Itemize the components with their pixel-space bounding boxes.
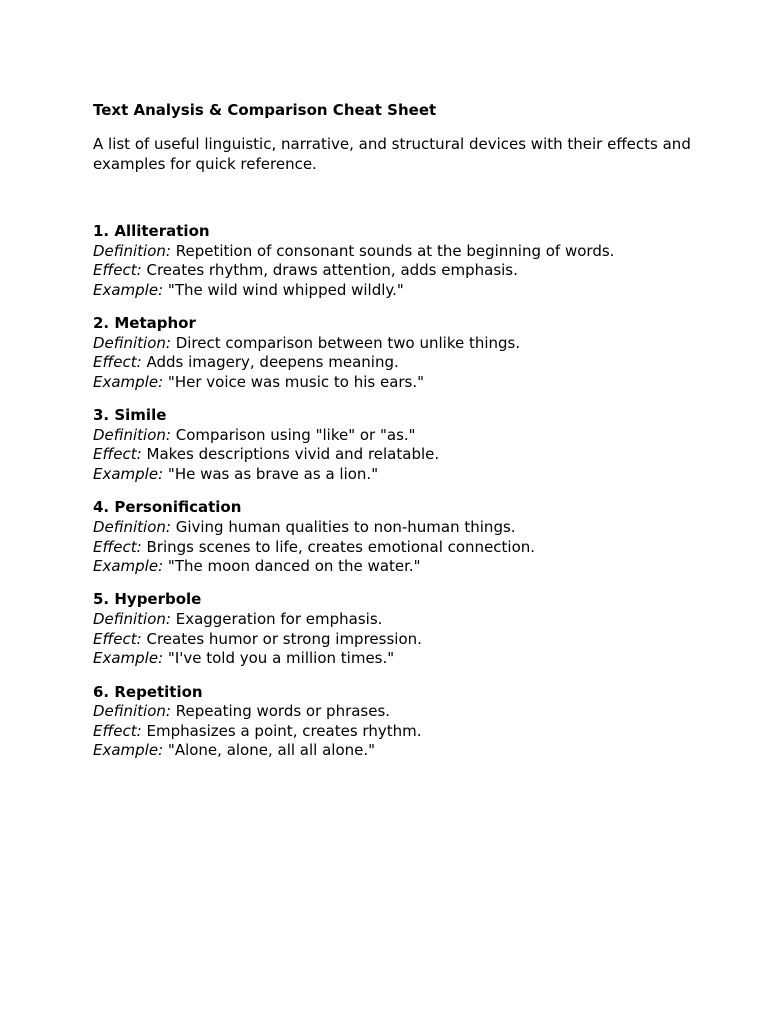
definition-label: Definition:	[93, 333, 171, 352]
device-heading: 1. Alliteration	[93, 222, 210, 240]
example-text: "Alone, alone, all all alone."	[167, 741, 376, 760]
example-text: "He was as brave as a lion."	[167, 465, 379, 484]
example-label: Example:	[93, 280, 164, 299]
device-heading: 5. Hyperbole	[93, 590, 202, 609]
device-example	[93, 557, 713, 577]
example-text: "The moon danced on the water."	[167, 557, 421, 576]
example-text: "Her voice was music to his ears."	[167, 373, 425, 392]
example-label: Example:	[93, 373, 164, 392]
effect-text: Emphasizes a point, creates rhythm.	[146, 721, 422, 740]
effect-text: Adds imagery, deepens meaning.	[146, 353, 399, 372]
effect-text: Creates rhythm, draws attention, adds emphasis.	[146, 261, 518, 280]
device-example	[93, 649, 713, 669]
example-label: Example:	[93, 557, 164, 576]
device-definition	[93, 242, 713, 262]
effect-label: Effect:	[93, 721, 142, 740]
device-effect	[93, 538, 713, 558]
device-definition	[93, 610, 713, 630]
example-label: Example:	[93, 649, 164, 668]
device-entry-personification	[93, 498, 713, 577]
definition-text: Repeating words or phrases.	[175, 702, 391, 721]
definition-label: Definition:	[93, 702, 171, 721]
device-effect	[93, 445, 713, 465]
effect-label: Effect:	[93, 261, 142, 280]
effect-label: Effect:	[93, 537, 142, 556]
effect-label: Effect:	[93, 353, 142, 372]
device-example	[93, 373, 713, 393]
definition-label: Definition:	[93, 609, 171, 628]
example-text: "The wild wind whipped wildly."	[167, 280, 404, 299]
device-effect	[93, 722, 713, 742]
definition-text: Exaggeration for emphasis.	[175, 609, 383, 628]
effect-text: Makes descriptions vivid and relatable.	[146, 445, 440, 464]
example-label: Example:	[93, 741, 164, 760]
device-heading: 4. Personification	[93, 498, 242, 517]
device-entry-metaphor	[93, 314, 713, 393]
device-example	[93, 281, 713, 301]
example-text: "I've told you a million times."	[167, 649, 395, 668]
device-list	[93, 222, 713, 761]
document-content	[93, 100, 713, 775]
definition-text: Direct comparison between two unlike things.	[175, 333, 521, 352]
device-effect	[93, 630, 713, 650]
device-entry-repetition	[93, 683, 713, 762]
device-entry-simile	[93, 406, 713, 485]
effect-text: Brings scenes to life, creates emotional connection.	[146, 537, 536, 556]
effect-label: Effect:	[93, 629, 142, 648]
effect-label: Effect:	[93, 445, 142, 464]
document-title: Text Analysis & Comparison Cheat Sheet	[93, 101, 437, 119]
example-label: Example:	[93, 465, 164, 484]
device-effect	[93, 353, 713, 373]
definition-text: Comparison using "like" or "as."	[175, 425, 416, 444]
device-entry-alliteration	[93, 222, 713, 301]
device-definition	[93, 518, 713, 538]
device-entry-hyperbole	[93, 590, 713, 669]
device-definition	[93, 702, 713, 722]
device-heading: 6. Repetition	[93, 682, 203, 701]
device-definition	[93, 334, 713, 354]
device-example	[93, 465, 713, 485]
device-effect	[93, 261, 713, 281]
definition-label: Definition:	[93, 517, 171, 536]
document-intro: A list of useful linguistic, narrative, and structural devices with their effects and examples for quick reference.	[93, 135, 691, 173]
definition-text: Repetition of consonant sounds at the beginning of words.	[175, 241, 615, 260]
device-heading: 3. Simile	[93, 406, 167, 425]
device-heading: 2. Metaphor	[93, 314, 196, 333]
definition-label: Definition:	[93, 241, 171, 260]
device-example	[93, 741, 713, 761]
device-definition	[93, 426, 713, 446]
effect-text: Creates humor or strong impression.	[146, 629, 422, 648]
definition-label: Definition:	[93, 425, 171, 444]
definition-text: Giving human qualities to non-human things.	[175, 517, 516, 536]
